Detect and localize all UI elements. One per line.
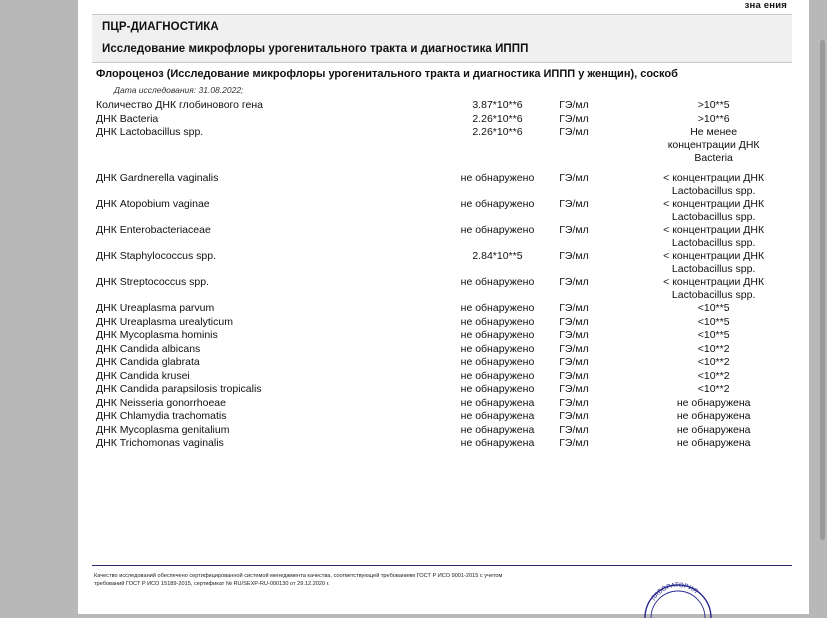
reference-range-line: Bacteria <box>694 152 733 164</box>
analyte-unit: ГЭ/мл <box>559 342 589 355</box>
row-spacer <box>96 165 796 172</box>
analyte-unit: ГЭ/мл <box>559 423 589 436</box>
table-row <box>96 198 796 224</box>
reference-range-line: < концентрации ДНК <box>663 198 765 210</box>
analyte-unit: ГЭ/мл <box>559 172 589 184</box>
reference-range-line: < концентрации ДНК <box>663 250 765 262</box>
analyte-value: не обнаружена <box>460 396 535 409</box>
footer-note <box>94 572 634 588</box>
table-row <box>96 126 796 165</box>
analyte-name: ДНК Neisseria gonorrhoeae <box>96 396 226 409</box>
table-row <box>96 329 796 343</box>
reference-range <box>631 302 796 316</box>
analyte-value: не обнаружено <box>460 224 535 236</box>
reference-range-line: не обнаружена <box>676 423 751 436</box>
reference-range-line: Lactobacillus spp. <box>671 211 756 223</box>
reference-range-line: Lactobacillus spp. <box>671 185 756 197</box>
analyte-name: ДНК Trichomonas vaginalis <box>96 437 224 449</box>
reference-range <box>631 172 796 198</box>
footer-note-line-2: требований ГОСТ Р ИСО 15189-2015, сертификат № RU/SEXP-RU-000130 от 29.12.2020 г. <box>94 581 330 587</box>
analyte-value: не обнаружена <box>460 423 535 436</box>
analyte-value: 2.26*10**6 <box>472 112 523 125</box>
reference-range <box>631 126 796 165</box>
reference-range-line: <10**2 <box>697 369 730 382</box>
analyte-name: ДНК Atopobium vaginae <box>96 198 210 210</box>
row-spacer-cell <box>96 165 796 172</box>
analyte-value: 2.26*10**6 <box>472 126 523 138</box>
reference-range <box>631 250 796 276</box>
analyte-unit: ГЭ/мл <box>559 396 589 409</box>
reference-range <box>631 370 796 384</box>
footer-note-line-1: Качество исследований обеспечено сертифицированной системой менеджмента качества, соответствующей требованиям ГОСТ Р ИСО 9001-2015 с учетом <box>94 573 503 579</box>
analyte-unit: ГЭ/мл <box>559 410 589 422</box>
table-row <box>96 383 796 397</box>
table-row <box>96 172 796 198</box>
analyte-unit: ГЭ/мл <box>559 383 589 395</box>
reference-range <box>631 329 796 343</box>
analyte-unit: ГЭ/мл <box>559 356 589 368</box>
analyte-value: не обнаружена <box>460 410 535 422</box>
reference-range-line: Lactobacillus spp. <box>671 289 756 301</box>
analyte-value: не обнаружена <box>460 437 535 449</box>
section-subtitle: Исследование микрофлоры урогенитального тракта и диагностика ИППП <box>102 43 529 55</box>
analyte-name: Количество ДНК глобинового гена <box>96 99 263 111</box>
reference-range-line: <10**2 <box>697 383 730 395</box>
reference-range <box>631 276 796 302</box>
svg-text:ЛАБОРАТОРИЯ: ЛАБОРАТОРИЯ <box>650 581 699 603</box>
table-row <box>96 302 796 316</box>
analyte-unit: ГЭ/мл <box>559 250 589 262</box>
analyte-unit: ГЭ/мл <box>559 99 589 111</box>
reference-range <box>631 424 796 438</box>
analyte-name: ДНК Bacteria <box>96 112 159 125</box>
analyte-name: ДНК Mycoplasma genitalium <box>96 423 230 436</box>
analyte-value: не обнаружено <box>460 276 535 288</box>
analyte-name: ДНК Candida parapsilosis tropicalis <box>96 383 262 395</box>
reference-range-line: концентрации ДНК <box>667 139 760 151</box>
table-row <box>96 276 796 302</box>
analyte-unit: ГЭ/мл <box>559 112 589 125</box>
table-row <box>96 410 796 424</box>
reference-range-line: Lactobacillus spp. <box>671 237 756 249</box>
analyte-name: ДНК Staphylococcus spp. <box>96 250 217 262</box>
analyte-name: ДНК Candida albicans <box>96 342 201 355</box>
analyte-value: 3.87*10**6 <box>472 99 523 111</box>
window-right-gutter <box>809 0 827 614</box>
reference-range <box>631 198 796 224</box>
table-row <box>96 250 796 276</box>
reference-range <box>631 224 796 250</box>
analyte-name: ДНК Mycoplasma hominis <box>96 329 218 341</box>
analyte-value: не обнаружено <box>460 315 535 328</box>
reference-range-line: не обнаружена <box>676 410 751 422</box>
reference-range <box>631 113 796 127</box>
laboratory-stamp-icon <box>618 574 738 618</box>
reference-range <box>631 410 796 424</box>
analyte-unit: ГЭ/мл <box>559 198 589 210</box>
reference-range-line: Lactobacillus spp. <box>671 263 756 275</box>
table-row <box>96 99 796 113</box>
table-row <box>96 437 796 451</box>
analyte-value: не обнаружено <box>460 172 535 184</box>
analyte-value: не обнаружено <box>460 383 535 395</box>
analyte-name: ДНК Candida glabrata <box>96 356 200 368</box>
analyte-value: не обнаружено <box>460 342 535 355</box>
analyte-unit: ГЭ/мл <box>559 224 589 236</box>
study-title: Флороценоз (Исследование микрофлоры урогенитального тракта и диагностика ИППП у женщин), соскоб <box>96 68 678 80</box>
analyte-value: не обнаружено <box>460 329 535 341</box>
analyte-name: ДНК Streptococcus spp. <box>96 276 210 288</box>
analyte-unit: ГЭ/мл <box>559 329 589 341</box>
reference-range-line: не обнаружена <box>676 437 751 449</box>
analyte-value: не обнаружено <box>460 302 535 314</box>
reference-range-line: не обнаружена <box>676 396 751 409</box>
analyte-unit: ГЭ/мл <box>559 315 589 328</box>
reference-range-line: >10**6 <box>697 112 730 125</box>
report-page <box>78 0 809 614</box>
analyte-name: ДНК Chlamydia trachomatis <box>96 410 227 422</box>
reference-range-line: >10**5 <box>697 99 730 111</box>
reference-range <box>631 99 796 113</box>
reference-range-line: <10**2 <box>697 342 730 355</box>
table-row <box>96 316 796 330</box>
table-row <box>96 224 796 250</box>
analyte-name: ДНК Enterobacteriaceae <box>96 224 211 236</box>
reference-range <box>631 343 796 357</box>
section-title: ПЦР-ДИАГНОСТИКА <box>102 21 219 33</box>
footer-divider <box>92 565 792 566</box>
vertical-scrollbar[interactable] <box>820 40 825 540</box>
table-row <box>96 370 796 384</box>
reference-range <box>631 437 796 451</box>
clipped-header-text: зна ения <box>744 0 787 11</box>
reference-range-line: <10**5 <box>697 329 730 341</box>
reference-range-line: <10**5 <box>697 315 730 328</box>
reference-range-line: < концентрации ДНК <box>663 172 765 184</box>
table-row <box>96 113 796 127</box>
table-row <box>96 397 796 411</box>
reference-range-line: < концентрации ДНК <box>663 276 765 288</box>
study-date: Дата исследования: 31.08.2022; <box>114 85 244 95</box>
analyte-unit: ГЭ/мл <box>559 126 589 138</box>
reference-range-line: <10**2 <box>697 356 730 368</box>
analyte-name: ДНК Ureaplasma urealyticum <box>96 315 233 328</box>
analyte-name: ДНК Ureaplasma parvum <box>96 302 215 314</box>
analyte-value: 2.84*10**5 <box>472 250 523 262</box>
reference-range <box>631 356 796 370</box>
analyte-unit: ГЭ/мл <box>559 437 589 449</box>
reference-range-line: <10**5 <box>697 302 730 314</box>
analyte-unit: ГЭ/мл <box>559 302 589 314</box>
table-row <box>96 424 796 438</box>
analyte-name: ДНК Lactobacillus spp. <box>96 126 204 138</box>
analyte-value: не обнаружено <box>460 356 535 368</box>
section-header-band <box>92 14 792 63</box>
reference-range <box>631 383 796 397</box>
analyte-value: не обнаружено <box>460 198 535 210</box>
reference-range-line: < концентрации ДНК <box>663 224 765 236</box>
table-row <box>96 343 796 357</box>
table-row <box>96 356 796 370</box>
analyte-unit: ГЭ/мл <box>559 369 589 382</box>
reference-range <box>631 397 796 411</box>
results-table <box>96 99 796 451</box>
analyte-name: ДНК Candida krusei <box>96 369 190 382</box>
analyte-value: не обнаружено <box>460 369 535 382</box>
analyte-name: ДНК Gardnerella vaginalis <box>96 172 219 184</box>
reference-range-line: Не менее <box>690 126 738 138</box>
reference-range <box>631 316 796 330</box>
analyte-unit: ГЭ/мл <box>559 276 589 288</box>
